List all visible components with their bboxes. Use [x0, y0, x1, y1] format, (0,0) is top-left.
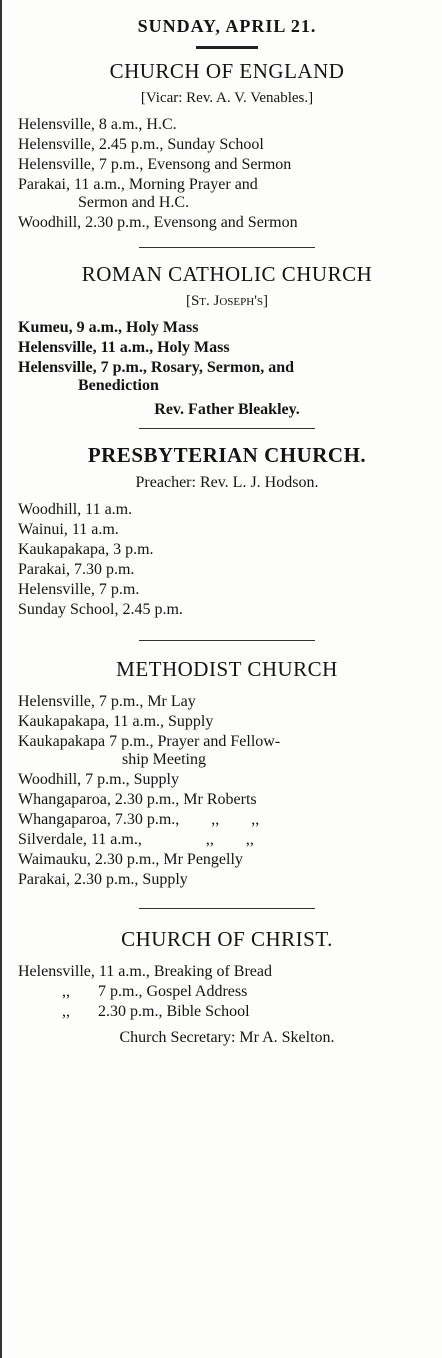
priest-name: Rev. Father Bleakley. [154, 401, 300, 418]
service-line: Helensville, 7 p.m. [18, 581, 140, 598]
service-line: Whangaparoa, 7.30 p.m., ,, ,, [18, 811, 260, 828]
service-line: Sunday School, 2.45 p.m. [18, 601, 183, 618]
divider [139, 640, 315, 641]
service-line: Parakai, 11 a.m., Morning Prayer and [18, 176, 258, 193]
service-line: Helensville, 7 p.m., Evensong and Sermon [18, 156, 292, 173]
service-line-continuation: ship Meeting [122, 751, 206, 768]
service-line: Parakai, 7.30 p.m. [18, 561, 135, 578]
service-line: Parakai, 2.30 p.m., Supply [18, 871, 188, 888]
section-title: ROMAN CATHOLIC CHURCH [81, 262, 373, 286]
service-line-continuation: Benediction [78, 377, 159, 394]
section-roman-catholic [18, 262, 436, 420]
service-line: Kaukapakapa, 3 p.m. [18, 541, 154, 558]
section-church-of-christ [18, 927, 436, 1048]
service-line-continuation: Sermon and H.C. [78, 194, 190, 211]
section-subtitle: [Vicar: Rev. A. V. Venables.] [140, 90, 314, 106]
service-line: ,, 7 p.m., Gospel Address [62, 983, 248, 1000]
service-line: Whangaparoa, 2.30 p.m., Mr Roberts [18, 791, 257, 808]
section-presbyterian [18, 443, 436, 620]
service-line: Helensville, 11 a.m., Holy Mass [18, 339, 230, 356]
service-line: Helensville, 7 p.m., Mr Lay [18, 693, 196, 710]
section-church-of-england [18, 59, 436, 233]
divider [139, 908, 315, 909]
section-subtitle: [St. Joseph's] [185, 293, 269, 309]
divider [196, 46, 258, 49]
section-title: CHURCH OF CHRIST. [121, 927, 333, 951]
service-line: Helensville, 8 a.m., H.C. [18, 116, 177, 133]
divider [139, 428, 315, 429]
service-line: Wainui, 11 a.m. [18, 521, 119, 538]
section-title: PRESBYTERIAN CHURCH. [87, 443, 367, 467]
divider [139, 247, 315, 248]
section-title: METHODIST CHURCH [116, 657, 338, 681]
service-line: Silverdale, 11 a.m., ,, ,, [18, 831, 254, 848]
section-subtitle: Preacher: Rev. L. J. Hodson. [135, 474, 319, 491]
service-line: ,, 2.30 p.m., Bible School [62, 1003, 250, 1020]
secretary-line: Church Secretary: Mr A. Skelton. [119, 1029, 335, 1046]
service-line: Kumeu, 9 a.m., Holy Mass [18, 319, 199, 336]
section-methodist [18, 657, 436, 890]
service-line: Helensville, 7 p.m., Rosary, Sermon, and [18, 359, 295, 376]
service-line: Waimauku, 2.30 p.m., Mr Pengelly [18, 851, 243, 868]
service-line: Helensville, 2.45 p.m., Sunday School [18, 136, 264, 153]
service-line: Woodhill, 2.30 p.m., Evensong and Sermon [18, 214, 298, 231]
service-line: Kaukapakapa 7 p.m., Prayer and Fellow- [18, 733, 281, 750]
service-line: Helensville, 11 a.m., Breaking of Bread [18, 963, 272, 980]
service-line: Kaukapakapa, 11 a.m., Supply [18, 713, 214, 730]
date-heading: SUNDAY, APRIL 21. [137, 16, 317, 36]
section-title: CHURCH OF ENGLAND [109, 59, 345, 83]
service-line: Woodhill, 7 p.m., Supply [18, 771, 179, 788]
service-line: Woodhill, 11 a.m. [18, 501, 133, 518]
